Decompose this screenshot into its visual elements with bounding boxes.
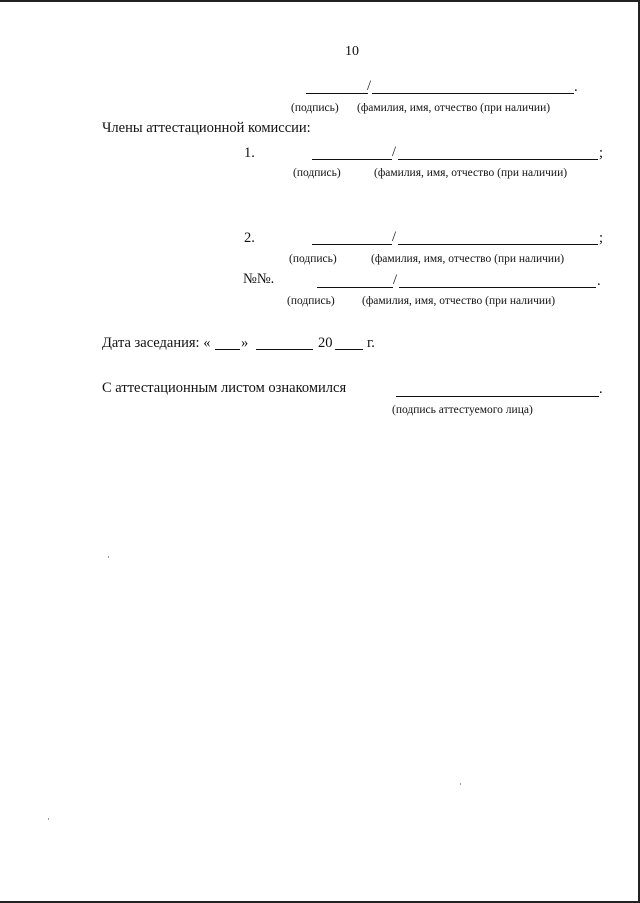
member-n-number: №№. (243, 271, 275, 287)
member-1-number: 1. (244, 145, 255, 161)
member-n-signature-line (317, 287, 393, 288)
slash: / (367, 78, 372, 94)
acknowledgement-text: С аттестационным листом ознакомился (102, 380, 347, 396)
line-end-period: . (574, 79, 578, 95)
meeting-date-close-quote: » (241, 335, 249, 351)
member-2-signature-line (312, 244, 392, 245)
meeting-month-line (256, 349, 313, 350)
member-1-line-end: ; (599, 145, 604, 161)
member-2-signature-caption: (подпись) (289, 253, 337, 265)
signature-line (306, 93, 368, 94)
member-n-line-end: . (597, 273, 601, 289)
member-n-slash: / (393, 272, 398, 288)
member-2-number: 2. (244, 230, 255, 246)
meeting-day-line (215, 349, 240, 350)
member-2-name-caption: (фамилия, имя, отчество (при наличии) (371, 253, 565, 265)
commission-members-heading: Члены аттестационной комиссии: (102, 120, 311, 136)
acknowledgement-signature-line (396, 396, 599, 397)
scan-border-top (0, 0, 640, 2)
meeting-date-label: Дата заседания: « (102, 335, 211, 351)
member-2-line-end: ; (599, 230, 604, 246)
signature-caption: (подпись) (291, 102, 339, 114)
acknowledgement-line-end: . (599, 381, 603, 397)
member-n-name-line (399, 287, 596, 288)
member-2-name-line (398, 244, 598, 245)
member-1-name-caption: (фамилия, имя, отчество (при наличии) (374, 167, 568, 179)
acknowledgement-caption: (подпись аттестуемого лица) (392, 404, 533, 416)
scan-speck (48, 818, 49, 820)
scan-speck (460, 783, 461, 785)
meeting-year-suffix: г. (367, 335, 375, 351)
meeting-year-prefix: 20 (318, 335, 333, 351)
member-1-signature-caption: (подпись) (293, 167, 341, 179)
scan-speck (108, 556, 109, 558)
member-n-signature-caption: (подпись) (287, 295, 335, 307)
name-caption: (фамилия, имя, отчество (при наличии) (357, 102, 551, 114)
meeting-year-line (335, 349, 363, 350)
member-2-slash: / (392, 229, 397, 245)
page-number: 10 (345, 44, 359, 59)
member-n-name-caption: (фамилия, имя, отчество (при наличии) (362, 295, 556, 307)
member-1-slash: / (392, 144, 397, 160)
member-1-signature-line (312, 159, 392, 160)
member-1-name-line (398, 159, 598, 160)
name-line (372, 93, 574, 94)
